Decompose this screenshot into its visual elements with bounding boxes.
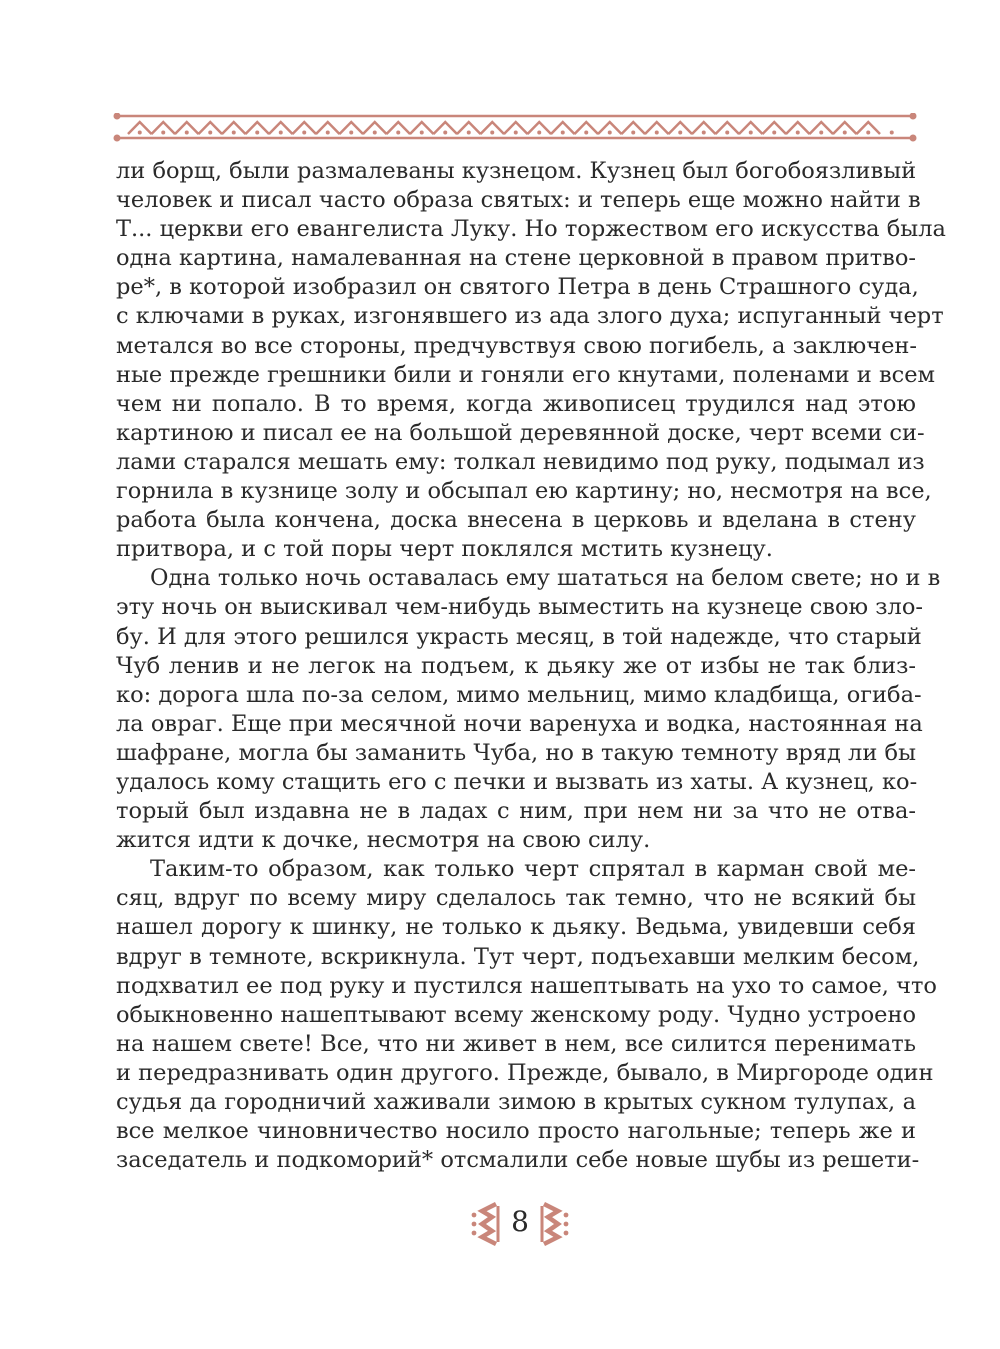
text-line: ко: дорога шла по-за селом, мимо мельниц, мимо кладбища, огиба-	[116, 681, 922, 708]
text-line: одна картина, намалеванная на стене церковной в правом притво-	[116, 245, 916, 272]
text-line: все мелкое чиновничество носило просто нагольные; теперь же и	[116, 1118, 916, 1145]
text-line: чем ни попало. В то время, когда живописец трудился над этою	[116, 390, 916, 417]
text-line: ре*, в которой изобразил он святого Петра в день Страшного суда,	[116, 274, 919, 301]
text-line: подхватил ее под руку и пустился нашептывать на ухо то самое, что	[116, 972, 937, 999]
page-body-text	[116, 157, 946, 1175]
text-line: лами старался мешать ему: толкал невидимо под руку, подымал из	[116, 448, 925, 475]
text-line: с ключами в руках, изгонявшего из ада злого духа; испуганный черт	[116, 303, 944, 330]
text-line: эту ночь он выискивал чем-нибудь выместить на кузнеце свою зло-	[116, 594, 923, 621]
text-line: и передразнивать один другого. Прежде, бывало, в Миргороде один	[116, 1059, 934, 1086]
text-line: работа была кончена, доска внесена в церковь и вделана в стену	[116, 507, 916, 534]
text-line: Таким-то образом, как только черт спрятал в карман свой ме-	[150, 856, 916, 883]
text-line: заседатель и подкоморий* отсмалили себе новые шубы из решети-	[116, 1147, 920, 1174]
text-line: нашел дорогу к шинку, не только к дьяку. Ведьма, увидевши себя	[116, 914, 916, 941]
text-line: обыкновенно нашептывают всему женскому роду. Чудно устроено	[116, 1001, 916, 1028]
text-line: Одна только ночь оставалась ему шататься на белом свете; но и в	[150, 565, 941, 592]
text-line: судья да городничий хаживали зимою в крытых сукном тулупах, а	[116, 1089, 916, 1115]
text-line: вдруг в темноте, вскрикнула. Тут черт, подъехавши мелким бесом,	[116, 943, 920, 970]
folk-ornament-right-icon	[540, 1202, 570, 1246]
text-line: ла овраг. Еще при месячной ночи варенуха и водка, настоянная на	[116, 710, 923, 737]
text-line: метался во все стороны, предчувствуя свою погибель, а заключен-	[116, 332, 918, 359]
text-line: сяц, вдруг по всему миру сделалось так темно, что не всякий бы	[116, 885, 916, 912]
text-line: ли борщ, были размалеваны кузнецом. Кузнец был богобоязливый	[116, 158, 917, 184]
folk-ornament-left-icon	[470, 1202, 500, 1246]
zigzag-border-ornament	[112, 113, 918, 143]
text-line: бу. И для этого решился украсть месяц, в той надежде, что старый	[116, 623, 922, 650]
text-line: жится идти к дочке, несмотря на свою силу.	[116, 827, 651, 854]
text-line: картиною и писал ее на большой деревянной доске, черт всеми си-	[116, 419, 925, 446]
text-line: удалось кому стащить его с печки и вызвать из хаты. А кузнец, ко-	[116, 768, 918, 795]
text-line: Т... церкви его евангелиста Луку. Но торжеством его искусства была	[116, 216, 946, 243]
text-line: притвора, и с той поры черт поклялся мстить кузнецу.	[116, 536, 773, 563]
text-line: Чуб ленив и не легок на подъем, к дьяку же от избы не так близ-	[116, 652, 916, 679]
text-line: ные прежде грешники били и гоняли его кнутами, поленами и всем	[116, 361, 936, 388]
text-line: на нашем свете! Все, что ни живет в нем, все силится перенимать	[116, 1030, 916, 1057]
text-line: человек и писал часто образа святых: и теперь еще можно найти в	[116, 187, 921, 214]
text-line: горнила в кузнице золу и обсыпал ею картину; но, несмотря на все,	[116, 478, 932, 505]
text-line: шафране, могла бы заманить Чуба, но в такую темноту вряд ли бы	[116, 739, 916, 766]
page-number: 8	[511, 1205, 529, 1238]
text-line: торый был издавна не в ладах с ним, при нем ни за что не отва-	[116, 798, 916, 825]
page-footer	[0, 1198, 1000, 1248]
